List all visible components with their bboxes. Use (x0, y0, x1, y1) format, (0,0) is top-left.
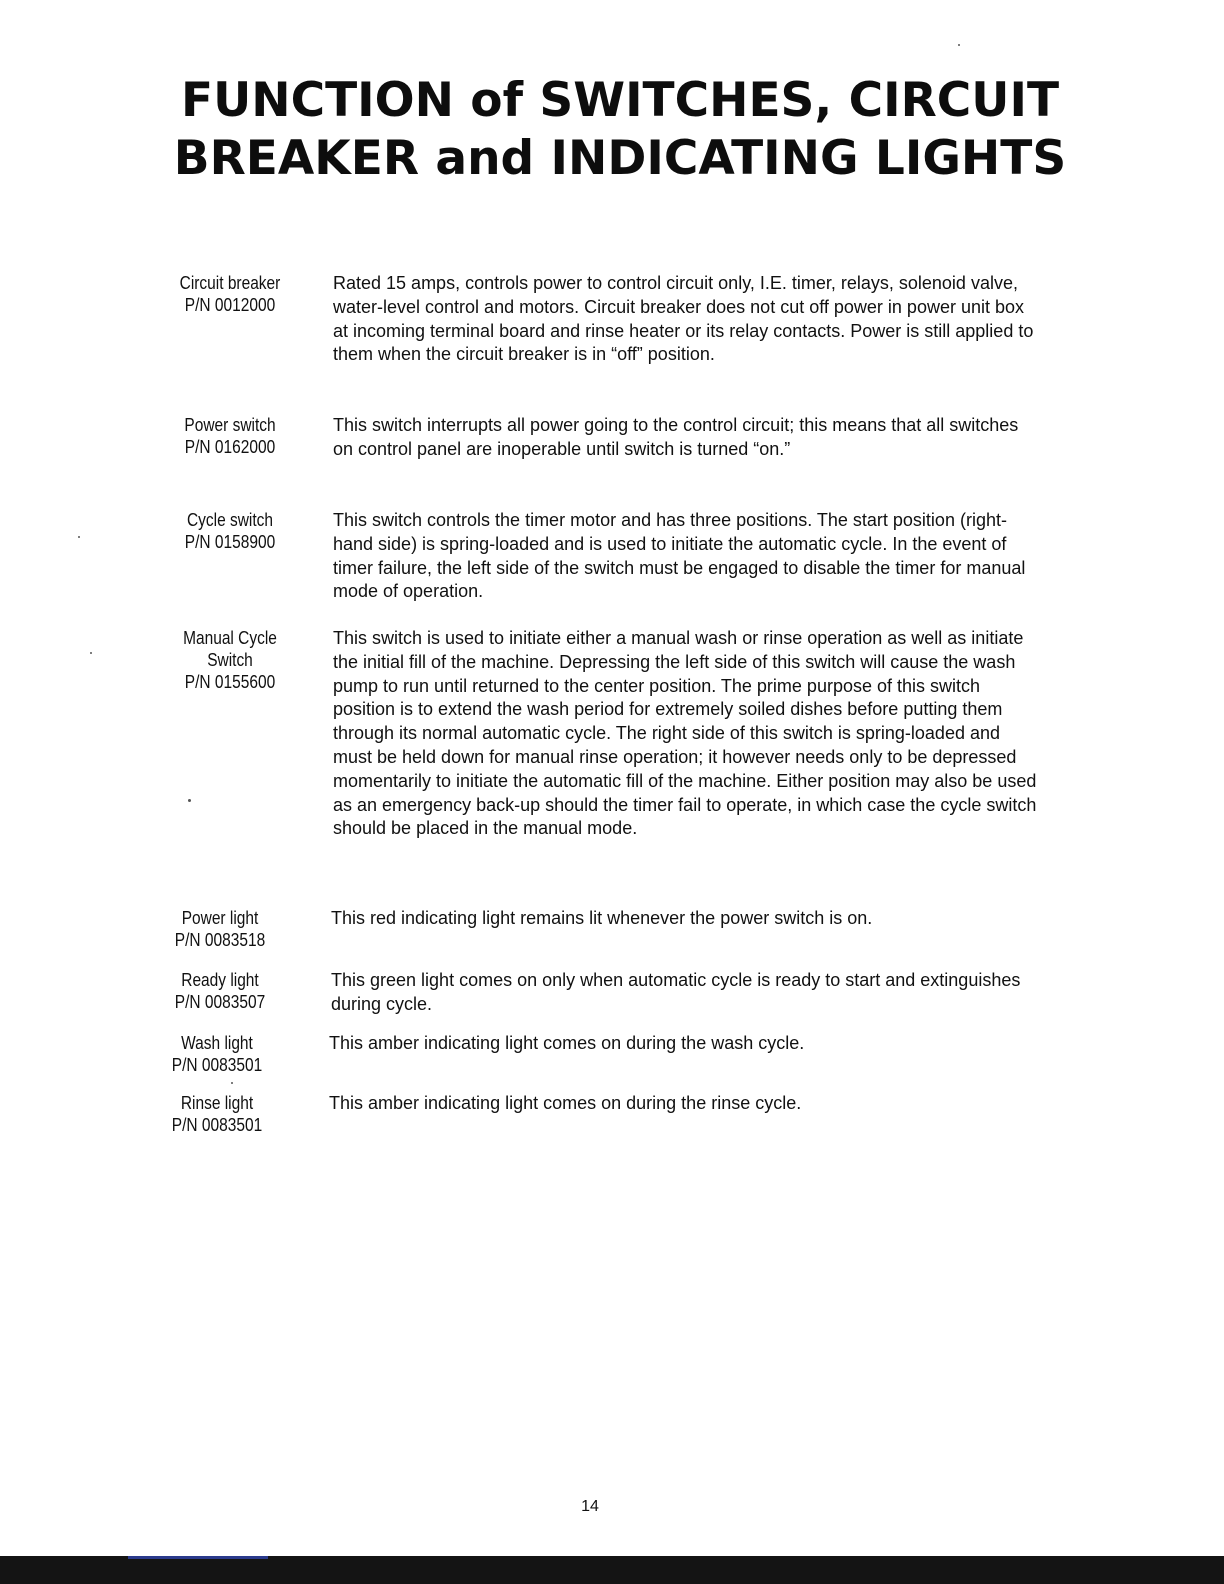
entry-description: This switch interrupts all power going to the control circuit; this means that all switches on control panel are inoperable until switch is turned “on.” (333, 415, 1019, 459)
scan-speck (90, 652, 92, 654)
label-name: Cycle switch (186, 510, 274, 530)
entry-description: This switch is used to initiate either a manual wash or rinse operation as well as initiate the initial fill of the machine. Depressing the left side of this switch will cause the wash pump to run until returned to the center position. The prime purpose of this switch position is to extend the wash period for extremely soiled dishes before putting them through its normal automatic cycle. The right side of this switch is spring-loaded and must be held down for manual rinse operation; it however needs only to be depressed momentarily to initiate the automatic fill of the machine. Either position may also be used as an emergency back-up should the timer fail to operate, in which case the cycle switch should be placed in the manual mode. (333, 628, 1037, 839)
entry-label (161, 509, 299, 553)
scan-speck (188, 799, 191, 802)
page-title (120, 72, 1120, 188)
entry-label (161, 272, 299, 316)
page-title-line-1: FUNCTION of SWITCHES, CIRCUIT (180, 73, 1059, 128)
scan-bottom-edge-accent (128, 1556, 268, 1559)
label-part-number: P/N 0083501 (171, 1055, 263, 1075)
label-part-number: P/N 0083518 (174, 930, 266, 950)
label-part-number: P/N 0155600 (184, 672, 276, 692)
entry-description: Rated 15 amps, controls power to control circuit only, I.E. timer, relays, solenoid valve, water-level control and motors. Circuit breaker does not cut off power in power unit box at incoming terminal board and rinse heater or its relay contacts. Power is still applied to them when the circuit breaker is in “off” position. (333, 273, 1034, 365)
scan-speck (78, 536, 80, 538)
label-part-number: P/N 0158900 (184, 532, 276, 552)
label-name: Wash light (181, 1033, 253, 1053)
entry-description: This amber indicating light comes on during the rinse cycle. (329, 1093, 802, 1113)
entry-label (161, 627, 299, 693)
entry-label (161, 414, 299, 458)
page-number: 14 (581, 1498, 599, 1515)
scan-speck (958, 44, 960, 46)
entry-description: This red indicating light remains lit whenever the power switch is on. (331, 908, 873, 928)
label-part-number: P/N 0083507 (174, 992, 266, 1012)
entry-label (148, 1092, 286, 1136)
page-title-line-2: BREAKER and INDICATING LIGHTS (173, 131, 1067, 186)
label-name: Ready light (181, 970, 259, 990)
label-name: Power light (181, 908, 259, 928)
entry-label (151, 969, 289, 1013)
entry-description: This green light comes on only when automatic cycle is ready to start and extinguishes during cycle. (331, 970, 1021, 1014)
label-name-continued: Switch (207, 650, 253, 670)
scan-bottom-edge (0, 1556, 1224, 1584)
label-name: Circuit breaker (179, 273, 281, 293)
entry-description: This switch controls the timer motor and has three positions. The start position (right-hand side) is spring-loaded and is used to initiate the automatic cycle. In the event of timer failure, the left side of the switch must be engaged to disable the timer for manual mode of operation. (333, 510, 1026, 602)
label-name: Power switch (184, 415, 276, 435)
entry-label (151, 907, 289, 951)
label-name: Manual Cycle (183, 628, 277, 648)
label-name: Rinse light (180, 1093, 254, 1113)
entry-label (148, 1032, 286, 1076)
label-part-number: P/N 0012000 (184, 295, 276, 315)
entry-description: This amber indicating light comes on during the wash cycle. (329, 1033, 805, 1053)
scan-speck (231, 1082, 233, 1084)
label-part-number: P/N 0083501 (171, 1115, 263, 1135)
label-part-number: P/N 0162000 (184, 437, 276, 457)
